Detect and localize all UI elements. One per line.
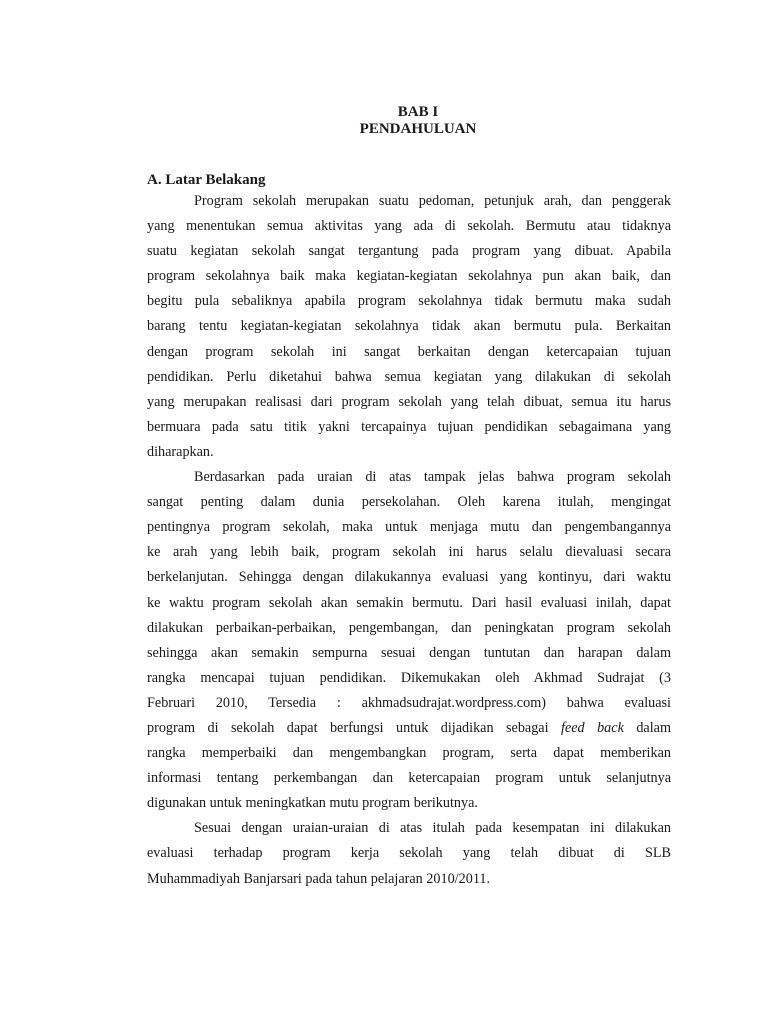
paragraph-line: Sesuai dengan uraian-uraian di atas itulah pada kesempatan ini dilakukan: [194, 820, 671, 837]
paragraph-line: rangka memperbaiki dan mengembangkan program, serta dapat memberikan: [147, 745, 671, 762]
paragraph-line: digunakan untuk meningkatkan mutu program berikutnya.: [147, 795, 478, 812]
paragraph-line: yang merupakan realisasi dari program sekolah yang telah dibuat, semua itu harus: [147, 393, 671, 410]
italic-term: feed back: [561, 719, 624, 736]
paragraph-line: ke arah yang lebih baik, program sekolah ini harus selalu dievaluasi secara: [147, 544, 671, 561]
paragraph-line: Muhammadiyah Banjarsari pada tahun pelajaran 2010/2011.: [147, 870, 491, 887]
paragraph-line: sehingga akan semakin sempurna sesuai dengan tuntutan dan harapan dalam: [147, 644, 671, 661]
paragraph-line: diharapkan.: [147, 443, 214, 460]
paragraph-line: evaluasi terhadap program kerja sekolah yang telah dibuat di SLB: [147, 845, 671, 862]
paragraph-line: program sekolahnya baik maka kegiatan-kegiatan sekolahnya pun akan baik, dan: [147, 268, 671, 285]
paragraph-1: [147, 189, 671, 465]
paragraph-line: yang menentukan semua aktivitas yang ada di sekolah. Bermutu atau tidaknya: [147, 218, 671, 235]
paragraph-line: dengan program sekolah ini sangat berkaitan dengan ketercapaian tujuan: [147, 343, 671, 360]
paragraph-line: pendidikan. Perlu diketahui bahwa semua kegiatan yang dilakukan di sekolah: [147, 368, 671, 385]
chapter-title: PENDAHULUAN: [359, 121, 477, 137]
paragraph-line: rangka mencapai tujuan pendidikan. Dikemukakan oleh Akhmad Sudrajat (3: [147, 669, 671, 686]
paragraph-line: berkelanjutan. Sehingga dengan dilakukannya evaluasi yang kontinyu, dari waktu: [147, 569, 671, 586]
paragraph-line: Berdasarkan pada uraian di atas tampak jelas bahwa program sekolah: [194, 469, 671, 486]
paragraph-line: dilakukan perbaikan-perbaikan, pengembangan, dan peningkatan program sekolah: [147, 619, 671, 636]
paragraph-line: informasi tentang perkembangan dan ketercapaian program untuk selanjutnya: [147, 770, 671, 787]
document-page: [147, 104, 671, 892]
paragraph-line: ke waktu program sekolah akan semakin bermutu. Dari hasil evaluasi inilah, dapat: [147, 594, 671, 611]
paragraph-line: bermuara pada satu titik yakni tercapainya tujuan pendidikan sebagaimana yang: [147, 418, 671, 435]
paragraph-line: sangat penting dalam dunia persekolahan. Oleh karena itulah, mengingat: [147, 494, 671, 511]
paragraph-line: suatu kegiatan sekolah sangat tergantung pada program yang dibuat. Apabila: [147, 243, 671, 260]
paragraph-line: barang tentu kegiatan-kegiatan sekolahnya tidak akan bermutu pula. Berkaitan: [147, 318, 671, 335]
paragraph-2: [147, 465, 671, 816]
paragraph-line: begitu pula sebaliknya apabila program sekolahnya tidak bermutu maka sudah: [147, 293, 671, 310]
section-heading: A. Latar Belakang: [147, 172, 266, 188]
paragraph-line: Program sekolah merupakan suatu pedoman, petunjuk arah, dan penggerak: [194, 193, 671, 209]
text-run: program di sekolah dapat berfungsi untuk dijadikan sebagai: [147, 719, 561, 736]
text-run: dalam: [623, 719, 671, 736]
paragraph-line: Februari 2010, Tersedia : akhmadsudrajat.wordpress.com) bahwa evaluasi: [147, 694, 671, 711]
paragraph-line: [147, 716, 671, 741]
paragraph-line: pentingnya program sekolah, maka untuk menjaga mutu dan pengembangannya: [147, 519, 671, 536]
chapter-number: BAB I: [397, 104, 439, 120]
paragraph-3: [147, 816, 671, 891]
